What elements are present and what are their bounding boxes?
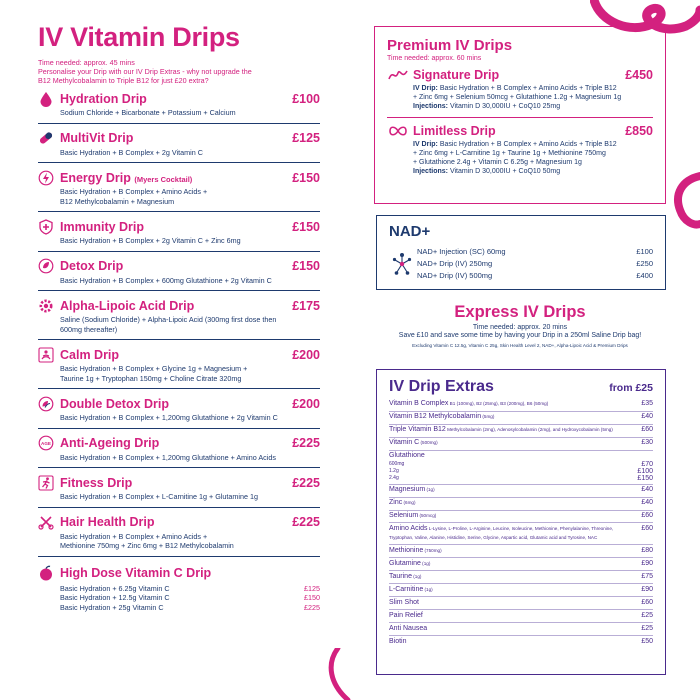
drip-item xyxy=(38,435,320,469)
extras-item-price: £40 xyxy=(641,485,653,493)
drip-description: Sodium Chloride + Bicarbonate + Potassium + Calcium xyxy=(60,108,236,117)
extras-item xyxy=(389,439,653,450)
extras-item xyxy=(389,413,653,424)
extras-item-name: Amino Acids xyxy=(389,524,428,532)
extras-item-name: Anti Nausea xyxy=(389,624,428,632)
extras-item-price: £90 xyxy=(641,559,653,567)
extras-item-price: £60 xyxy=(641,511,653,519)
extras-item-name: Selenium xyxy=(389,511,419,519)
scissors-icon xyxy=(38,514,54,530)
premium-item-name: Limitless Drip xyxy=(413,124,496,138)
glutathione-dose-row: 1.2g £100 xyxy=(389,467,653,475)
drip-item xyxy=(38,514,320,557)
drip-description: Basic Hydration + B Complex + 2g Vitamin C + Zinc 6mg xyxy=(60,236,241,245)
shield-icon xyxy=(38,219,54,235)
drip-item xyxy=(38,474,320,508)
extras-item-price: £80 xyxy=(641,546,653,554)
divider xyxy=(389,437,653,438)
divider xyxy=(38,339,320,340)
extras-item xyxy=(389,525,653,545)
intro-line3: B12 Methylcobalamin to Triple B12 for just £20 extra? xyxy=(38,76,209,85)
drip-name: Anti-Ageing Drip xyxy=(60,436,160,450)
extras-title: IV Drip Extras xyxy=(389,378,494,395)
extras-item-detail: (500mg) xyxy=(419,439,438,445)
divider xyxy=(389,570,653,571)
drip-item-high-dose-vitamin-c xyxy=(38,565,320,613)
extras-item xyxy=(389,426,653,437)
extras-item xyxy=(389,547,653,558)
iv-vitamin-drips-section xyxy=(38,22,320,612)
drip-name: Immunity Drip xyxy=(60,219,145,234)
drip-description: Saline (Sodium Chloride) + Alpha-Lipoic Acid (300mg first dose then 600mg thereafter) xyxy=(60,315,277,334)
extras-item xyxy=(389,625,653,636)
divider xyxy=(389,596,653,597)
extras-item xyxy=(389,560,653,571)
extras-item-price: £40 xyxy=(641,498,653,506)
extras-item xyxy=(389,638,653,647)
extras-item-detail: (1g) xyxy=(420,560,431,566)
intro-text xyxy=(38,58,320,85)
meditation-icon xyxy=(38,347,54,363)
divider xyxy=(389,635,653,636)
drip-price: £150 xyxy=(292,259,320,273)
divider xyxy=(389,497,653,498)
premium-item-price: £450 xyxy=(625,68,653,82)
drip-name: Alpha-Lipoic Acid Drip xyxy=(60,298,195,313)
svg-text:AGE: AGE xyxy=(41,441,51,446)
extras-item-name: Vitamin B Complex xyxy=(389,400,449,407)
express-exclusions: Excluding Vitamin C 12.5g, Vitamin C 25g, Skin Health Level 2, NAD+, Alpha-Lipoic Acid & Premium Drips xyxy=(412,343,628,348)
drip-description: Basic Hydration + B Complex + Amino Acids + Methionine 750mg + Zinc 6mg + B12 Methylcobalamin xyxy=(60,531,234,550)
extras-item-price: £35 xyxy=(641,400,653,407)
drip-item xyxy=(38,346,320,389)
drip-tag: (Myers Cocktail) xyxy=(134,174,193,184)
premium-title: Premium IV Drips xyxy=(387,37,513,54)
divider xyxy=(38,211,320,212)
premium-item-desc: IV Drip: Basic Hydration + B Complex + Amino Acids + Triple B12 + Zinc 6mg + Selenium 50mcg + Glutathione 1.2g + Magnesium 1g Injections: Vitamin D 30,000IU + CoQ10 25mg xyxy=(413,85,622,110)
extras-item-detail: (750mg) xyxy=(423,547,442,553)
drip-price: £175 xyxy=(292,298,320,313)
nad-row: NAD+ Drip (IV) 250mg £250 xyxy=(417,259,653,268)
divider xyxy=(38,123,320,124)
extras-item-name: Slim Shot xyxy=(389,598,419,606)
divider xyxy=(38,507,320,508)
decorative-swoosh-bottom-center xyxy=(322,648,362,700)
fruit-icon xyxy=(38,565,54,581)
nad-box xyxy=(376,215,666,290)
divider xyxy=(38,290,320,291)
extras-item-name: Taurine xyxy=(389,572,412,580)
extras-item-detail: B1 (100mg), B2 (25mg), B3 (200mg), B6 (50mg) xyxy=(448,401,549,406)
extras-item-price: £30 xyxy=(641,438,653,446)
extras-item-name: Zinc xyxy=(389,498,403,506)
express-time: Time needed: approx. 20 mins xyxy=(472,324,568,331)
premium-item-name: Signature Drip xyxy=(413,68,500,82)
extras-item xyxy=(389,512,653,523)
drip-description: Basic Hydration + B Complex + Amino Acids + B12 Methylcobalamin + Magnesium xyxy=(60,187,208,206)
drip-price: £225 xyxy=(292,515,320,529)
extras-item-name: Biotin xyxy=(389,637,407,645)
divider xyxy=(38,556,320,557)
divider xyxy=(38,428,320,429)
divider xyxy=(389,544,653,545)
signature-icon xyxy=(387,67,409,83)
drip-description: Basic Hydration + B Complex + L-Carnitine 1g + Glutamine 1g xyxy=(60,492,258,501)
extras-item xyxy=(389,499,653,510)
drip-item xyxy=(38,90,320,124)
premium-item-limitless xyxy=(387,123,653,176)
extras-item xyxy=(389,599,653,610)
drip-description: Basic Hydration + B Complex + 2g Vitamin C xyxy=(60,147,203,157)
premium-item-desc: IV Drip: Basic Hydration + B Complex + Amino Acids + Triple B12 + Zinc 6mg + L-Carnitine 1g + Taurine 1g + Methionine 750mg + Glutathione 2.4g + Vitamin C 6.25g + Magnesium 1g Injections: Vitamin D 30,000IU + CoQ10 50mg xyxy=(413,141,617,175)
divider xyxy=(38,467,320,468)
gear-icon xyxy=(38,298,54,314)
express-title: Express IV Drips xyxy=(454,303,586,321)
extras-item-price: £60 xyxy=(641,598,653,606)
drip-price: £200 xyxy=(292,347,320,362)
extras-item-name: L-Carnitine xyxy=(389,585,424,593)
drip-item xyxy=(38,130,320,164)
extras-item-price: £25 xyxy=(641,611,653,619)
premium-item-price: £850 xyxy=(625,124,653,138)
nad-title: NAD+ xyxy=(389,223,431,240)
extras-item-price: £60 xyxy=(641,425,653,433)
extras-item-name: Glutamine xyxy=(389,559,421,567)
extras-item-name: Vitamin C xyxy=(389,438,420,446)
divider xyxy=(389,484,653,485)
divider xyxy=(389,450,653,451)
drip-description: Basic Hydration + B Complex + 1,200mg Glutathione + 2g Vitamin C xyxy=(60,413,278,422)
divider xyxy=(387,117,653,118)
extras-item xyxy=(389,586,653,597)
lightning-icon xyxy=(38,170,54,186)
high-dose-line: Basic Hydration + 6.25g Vitamin C £125 xyxy=(60,583,320,593)
extras-item xyxy=(389,486,653,497)
drip-item xyxy=(38,297,320,340)
drip-price: £150 xyxy=(292,170,320,185)
drip-price: £200 xyxy=(292,396,320,411)
nad-row: NAD+ Drip (IV) 500mg £400 xyxy=(417,271,653,280)
drip-name: MultiVit Drip xyxy=(60,131,134,145)
drip-name: Hydration Drip xyxy=(60,91,147,106)
extras-item xyxy=(389,573,653,584)
drip-description: Basic Hydration + B Complex + Glycine 1g + Magnesium + Taurine 1g + Tryptophan 150mg + Choline Citrate 320mg xyxy=(60,364,248,383)
drip-price: £225 xyxy=(292,475,320,490)
extras-item-detail: (1g) xyxy=(425,486,435,492)
drip-name: Hair Health Drip xyxy=(60,515,155,529)
nad-list xyxy=(389,246,653,282)
divider xyxy=(389,522,653,523)
express-offer: Save £10 and save some time by having your Drip in a 250ml Saline Drip bag! xyxy=(398,332,642,339)
drip-price: £150 xyxy=(292,219,320,234)
extras-item-name: Methionine xyxy=(389,546,424,554)
extras-item xyxy=(389,400,653,411)
drip-item xyxy=(38,169,320,212)
extras-item-price: £90 xyxy=(641,585,653,593)
infinity-icon xyxy=(387,123,409,139)
high-dose-line: Basic Hydration + 12.5g Vitamin C £150 xyxy=(60,593,320,602)
extras-item xyxy=(389,452,653,484)
divider xyxy=(389,510,653,511)
divider xyxy=(38,251,320,252)
drip-price: £225 xyxy=(292,436,320,450)
drip-name: Fitness Drip xyxy=(60,475,133,490)
drip-name: Double Detox Drip xyxy=(60,396,170,411)
drip-list xyxy=(38,90,320,557)
divider xyxy=(389,583,653,584)
drip-description: Basic Hydration + B Complex + 600mg Glutathione + 2g Vitamin C xyxy=(60,275,272,285)
divider xyxy=(389,622,653,623)
drip-description: Basic Hydration + B Complex + 1,200mg Glutathione + Amino Acids xyxy=(60,452,276,462)
page-title: IV Vitamin Drips xyxy=(38,22,240,52)
pill-icon xyxy=(38,130,54,146)
drip-name: High Dose Vitamin C Drip xyxy=(60,566,212,580)
divider xyxy=(389,411,653,412)
drip-price: £125 xyxy=(292,131,320,145)
double-detox-icon xyxy=(38,396,54,412)
divider xyxy=(38,162,320,163)
high-dose-line: Basic Hydration + 25g Vitamin C £225 xyxy=(60,602,320,612)
premium-iv-drips-box xyxy=(374,26,666,204)
decorative-swoosh-right xyxy=(660,170,700,230)
extras-item-detail: (1g) xyxy=(411,573,422,579)
drip-name: Energy Drip (Myers Cocktail) xyxy=(60,170,193,185)
divider xyxy=(389,557,653,558)
divider xyxy=(389,424,653,425)
intro-time: Time needed: approx. 45 mins xyxy=(38,58,135,67)
extras-item-name: Vitamin B12 Methylcobalamin xyxy=(389,412,482,420)
extras-item xyxy=(389,612,653,623)
extras-item-name: Triple Vitamin B12 xyxy=(389,425,446,433)
extras-item-detail: (50mcg) xyxy=(418,512,437,518)
age-icon xyxy=(38,435,54,451)
premium-time: Time needed: approx. 60 mins xyxy=(387,55,482,62)
extras-item-price: £50 xyxy=(641,637,653,645)
drip-item xyxy=(38,218,320,252)
drip-name: Calm Drip xyxy=(60,347,120,362)
extras-from-price: from £25 xyxy=(609,382,653,394)
express-iv-drips-section xyxy=(374,303,666,348)
extras-list xyxy=(389,400,653,646)
drip-item xyxy=(38,395,320,429)
divider xyxy=(389,609,653,610)
detox-icon xyxy=(38,258,54,274)
extras-item-price: £40 xyxy=(641,412,653,420)
drip-item xyxy=(38,258,320,292)
divider xyxy=(38,388,320,389)
droplet-icon xyxy=(38,91,54,107)
extras-item-price: £75 xyxy=(641,572,653,580)
extras-item-name: Pain Relief xyxy=(389,611,423,619)
nad-row: NAD+ Injection (SC) 60mg £100 xyxy=(417,247,653,256)
iv-drip-extras-box xyxy=(376,369,666,675)
premium-item-signature xyxy=(387,67,653,118)
extras-item-name: Magnesium xyxy=(389,485,426,493)
extras-item-detail: (6mg) xyxy=(402,499,416,505)
extras-item-price: £60 xyxy=(641,524,653,532)
extras-item-detail: (1g) xyxy=(423,586,433,592)
extras-item-detail: (5mg) xyxy=(481,413,495,419)
extras-item-detail: Methylcobalamin (2mg), Adenosylcobalamin (2mg), and Hydroxycobalamin (5mg) xyxy=(445,426,613,432)
runner-icon xyxy=(38,475,54,491)
extras-item-detail: L-Lysine, L-Proline, L-Arginine, Leucine, Isoleucine, Methionine, Phenylalanine, Threonine, Tryptophan, Valine, Alanine, Histidine, Serine, Glycine, Aspartic acid, Glutamic acid and Tyrosine, NAC xyxy=(389,525,614,540)
intro-line2: Personalise your Drip with our IV Drip Extras - why not upgrade the xyxy=(38,67,252,76)
drip-price: £100 xyxy=(292,91,320,106)
extras-item-name: Glutathione xyxy=(389,451,425,459)
extras-item-price: £25 xyxy=(641,624,653,632)
drip-name: Detox Drip xyxy=(60,259,124,273)
glutathione-dose-row: 2.4g £150 xyxy=(389,474,653,482)
glutathione-dose-row: 600mg £70 xyxy=(389,460,653,468)
